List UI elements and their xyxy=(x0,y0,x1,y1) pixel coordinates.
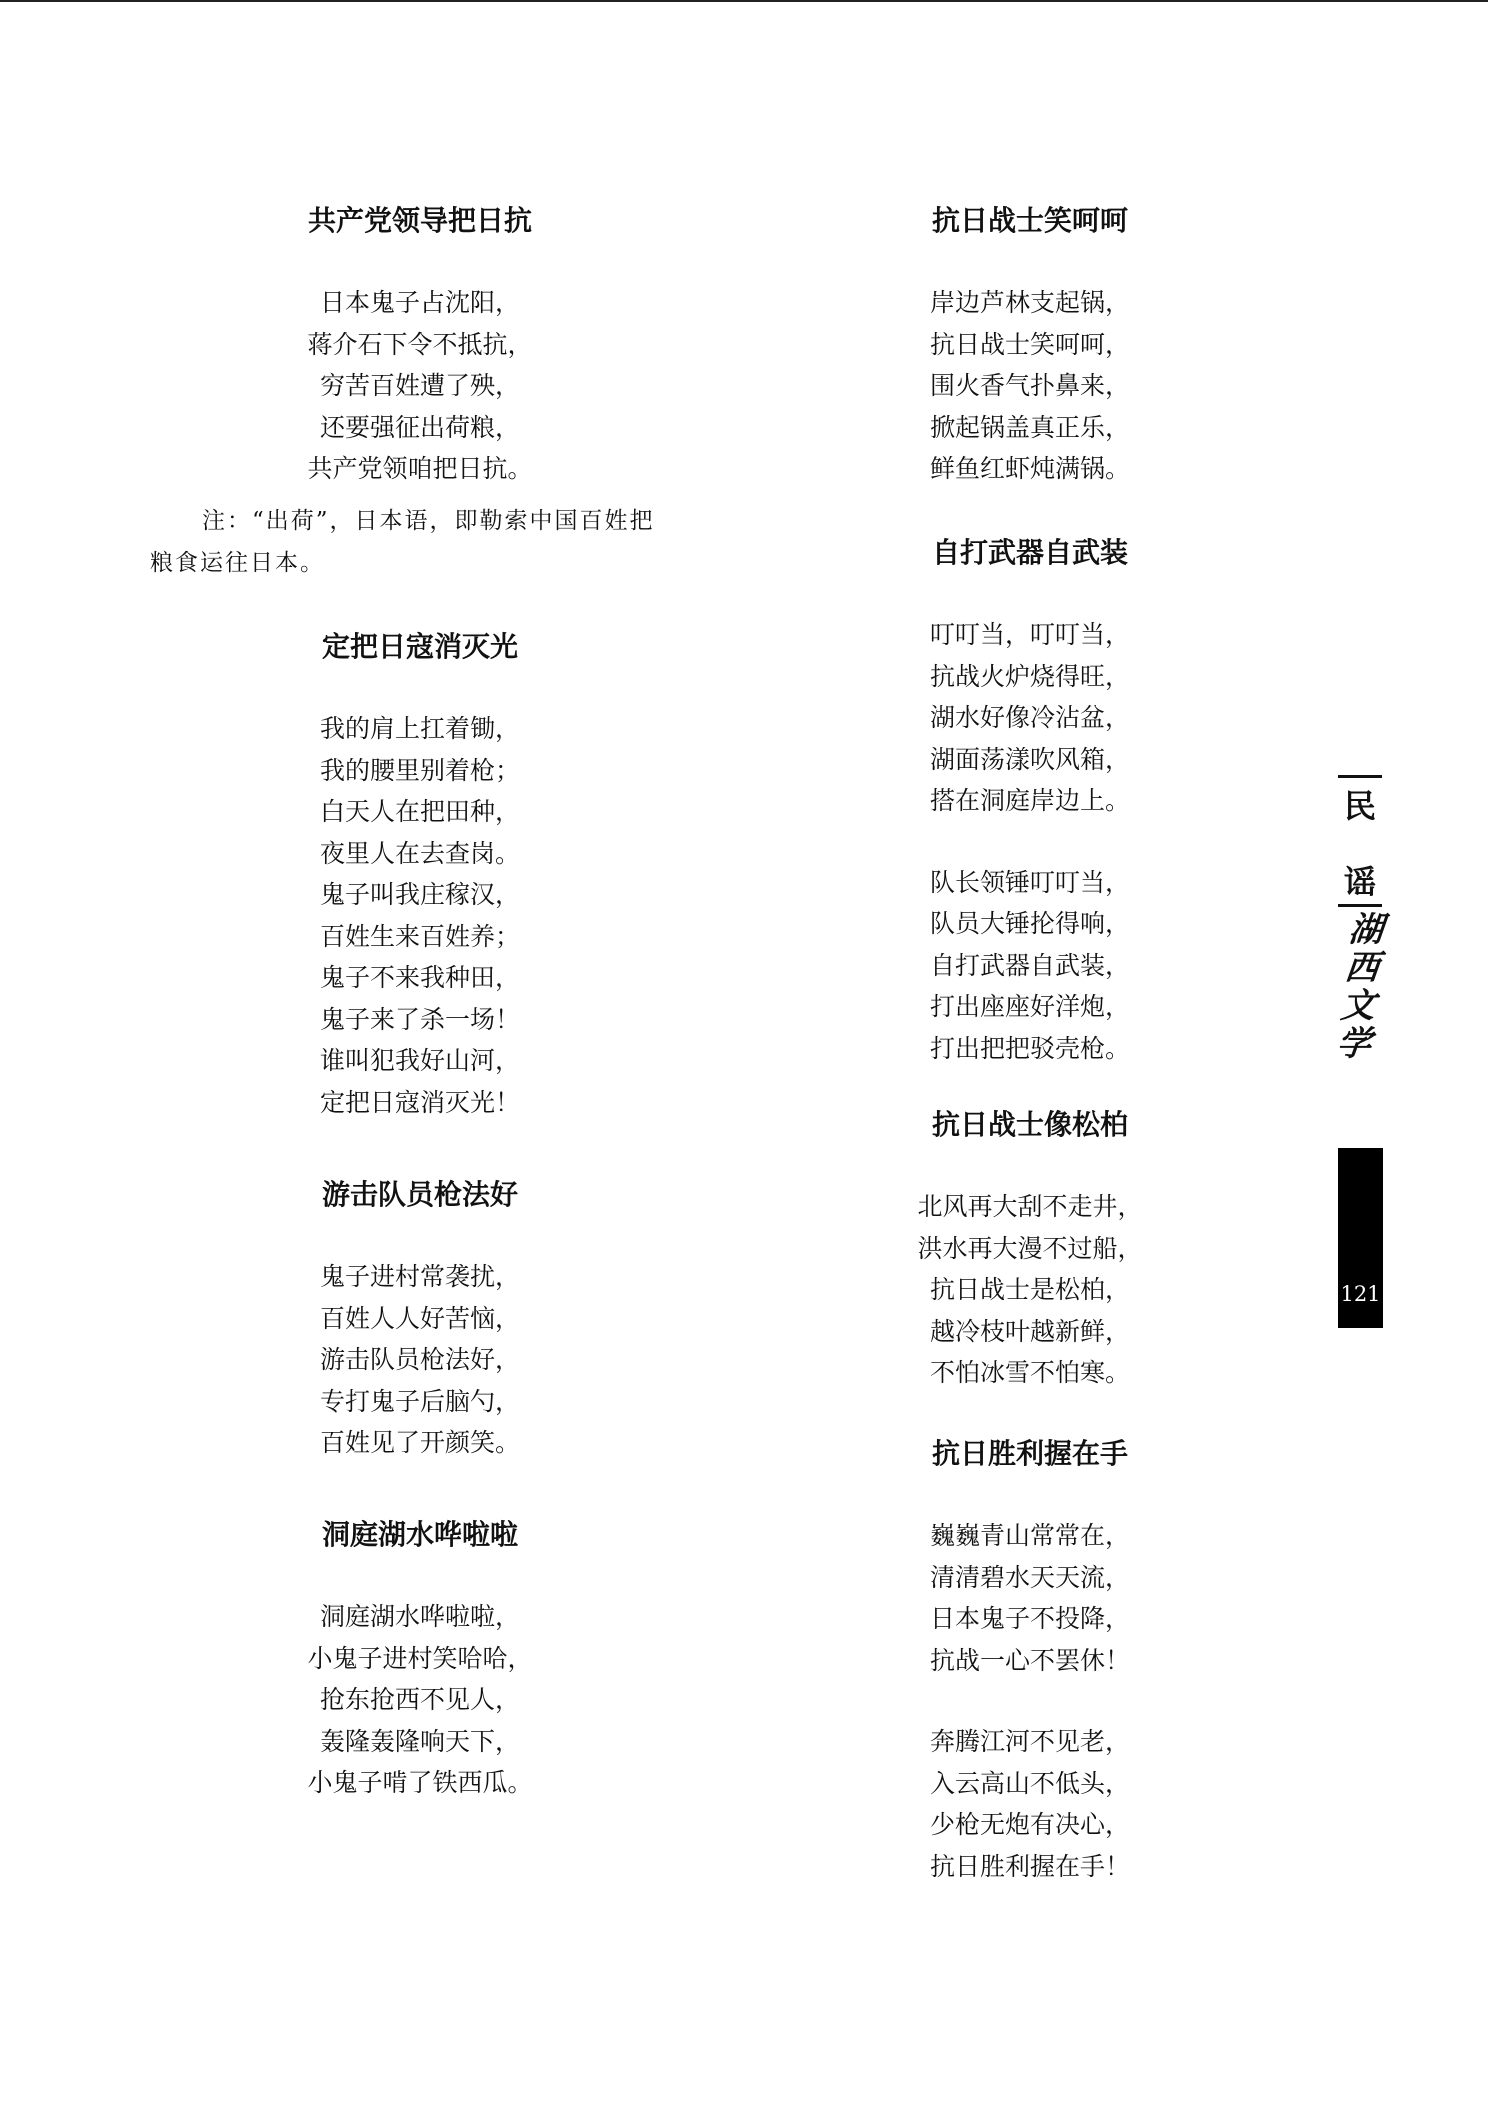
poem-line: 小鬼子啃了铁西瓜。 xyxy=(307,1768,533,1797)
running-header xyxy=(1334,775,1386,1064)
poem-line: 搭在洞庭岸边上。 xyxy=(929,786,1130,815)
poem-line: 湖面荡漾吹风箱， xyxy=(929,744,1130,774)
poem-line: 还要强征出荷粮， xyxy=(319,412,520,442)
poem-line: 抗战一心不罢休！ xyxy=(929,1645,1130,1675)
poem-line: 鬼子来了杀一场！ xyxy=(319,1004,520,1034)
poem-line: 我的肩上扛着锄， xyxy=(319,714,520,743)
poem-line: 蒋介石下令不抵抗， xyxy=(307,329,533,359)
poem-line: 掀起锅盖真正乐， xyxy=(929,412,1130,442)
poem-line: 鬼子不来我种田， xyxy=(319,963,520,992)
section-char: 谣 xyxy=(1343,863,1376,901)
page-number: 121 xyxy=(1340,1282,1381,1306)
poem-line: 穷苦百姓遭了殃， xyxy=(319,371,520,400)
poem-line: 抗日战士笑呵呵， xyxy=(929,329,1130,359)
poem-line: 抗日胜利握在手！ xyxy=(929,1851,1130,1881)
poem-stanza xyxy=(220,1256,620,1464)
poem-line: 围火香气扑鼻来， xyxy=(929,371,1130,400)
poem-right-2 xyxy=(850,536,1210,1069)
poem-line: 抗日战士是松柏， xyxy=(929,1275,1130,1304)
side-rule-top xyxy=(1338,775,1382,778)
poem-line: 抗战火炉烧得旺， xyxy=(929,661,1130,691)
poem-line: 谁叫犯我好山河， xyxy=(319,1046,520,1075)
poem-line: 不怕冰雪不怕寒。 xyxy=(929,1358,1130,1387)
poem-right-1 xyxy=(850,204,1210,490)
poem-line: 共产党领咱把日抗。 xyxy=(307,454,533,483)
brand-char: 湖 xyxy=(1346,910,1386,950)
poem-left-3 xyxy=(220,1178,620,1464)
poem-line: 队长领锤叮叮当， xyxy=(929,867,1130,897)
poem-line: 游击队员枪法好， xyxy=(319,1345,520,1374)
poem-line: 越冷枝叶越新鲜， xyxy=(929,1316,1130,1346)
poem-stanza xyxy=(220,282,620,490)
footnote xyxy=(150,500,700,584)
poem-line: 奔腾江河不见老， xyxy=(929,1727,1130,1756)
poem-line: 自打武器自武装， xyxy=(929,950,1130,980)
poem-title: 抗日战士像松柏 xyxy=(931,1108,1128,1141)
poem-line: 洞庭湖水哗啦啦， xyxy=(319,1602,520,1631)
poem-title: 游击队员枪法好 xyxy=(321,1178,518,1211)
poem-left-1 xyxy=(220,204,620,490)
poem-line: 打出把把驳壳枪。 xyxy=(929,1033,1130,1063)
poem-line: 日本鬼子占沈阳， xyxy=(319,288,520,317)
poem-line: 湖水好像冷沾盆， xyxy=(929,703,1130,732)
poem-line: 队员大锤抡得响， xyxy=(929,909,1130,938)
poem-title: 自打武器自武装 xyxy=(931,536,1128,569)
page-number-block xyxy=(1338,1148,1383,1328)
poem-line: 入云高山不低头， xyxy=(929,1768,1130,1798)
poem-line: 鬼子进村常袭扰， xyxy=(319,1262,520,1291)
poem-stanza xyxy=(850,614,1210,822)
poem-right-4 xyxy=(850,1437,1210,1887)
poem-title: 抗日战士笑呵呵 xyxy=(931,204,1128,237)
side-rule-bottom xyxy=(1338,904,1382,907)
poem-line: 鬼子叫我庄稼汉， xyxy=(319,880,520,909)
poem-title: 抗日胜利握在手 xyxy=(931,1437,1128,1470)
poem-line: 百姓生来百姓养； xyxy=(319,921,520,951)
poem-line: 百姓人人好苦恼， xyxy=(319,1303,520,1333)
poem-left-2 xyxy=(220,630,620,1123)
poem-line: 白天人在把田种， xyxy=(319,797,520,826)
poem-line: 百姓见了开颜笑。 xyxy=(319,1428,520,1457)
brand-char: 文 xyxy=(1338,986,1378,1026)
poem-line: 我的腰里别着枪； xyxy=(319,755,520,785)
poem-line: 轰隆轰隆响天下， xyxy=(319,1726,520,1756)
brand-char: 学 xyxy=(1334,1024,1374,1064)
top-border-rule xyxy=(0,0,1488,2)
poem-line: 日本鬼子不投降， xyxy=(929,1604,1130,1633)
brand-char: 西 xyxy=(1342,948,1382,988)
poem-line: 北风再大刮不走井， xyxy=(917,1192,1143,1221)
poem-line: 叮叮当，叮叮当， xyxy=(929,620,1130,649)
poem-left-4 xyxy=(220,1518,620,1804)
poem-line: 打出座座好洋炮， xyxy=(929,992,1130,1021)
brand-logo xyxy=(1330,911,1390,1063)
poem-line: 抢东抢西不见人， xyxy=(319,1685,520,1714)
poem-line: 夜里人在去查岗。 xyxy=(319,838,520,868)
poem-line: 少枪无炮有决心， xyxy=(929,1810,1130,1839)
poem-stanza xyxy=(850,1515,1210,1681)
section-char: 民 xyxy=(1343,787,1376,825)
poem-line: 清清碧水天天流， xyxy=(929,1562,1130,1592)
poem-stanza xyxy=(850,282,1210,490)
poem-right-3 xyxy=(850,1108,1210,1394)
poem-stanza xyxy=(850,1186,1210,1394)
poem-line: 巍巍青山常常在， xyxy=(929,1521,1130,1550)
poem-stanza xyxy=(220,708,620,1123)
footnote-line: 粮食运往日本。 xyxy=(150,550,325,576)
poem-line: 小鬼子进村笑哈哈， xyxy=(307,1643,533,1673)
footnote-line: 注：“出荷”，日本语，即勒索中国百姓把 xyxy=(202,508,655,534)
poem-title: 定把日寇消灭光 xyxy=(321,630,518,663)
poem-title: 共产党领导把日抗 xyxy=(307,204,532,237)
poem-line: 专打鬼子后脑勺， xyxy=(319,1386,520,1416)
poem-line: 洪水再大漫不过船， xyxy=(917,1233,1143,1263)
poem-stanza xyxy=(850,862,1210,1070)
poem-line: 鲜鱼红虾炖满锅。 xyxy=(929,454,1130,483)
poem-line: 岸边芦林支起锅， xyxy=(929,288,1130,317)
poem-title: 洞庭湖水哗啦啦 xyxy=(321,1518,518,1551)
poem-stanza xyxy=(850,1721,1210,1887)
poem-stanza xyxy=(220,1596,620,1804)
poem-line: 定把日寇消灭光！ xyxy=(319,1087,520,1117)
